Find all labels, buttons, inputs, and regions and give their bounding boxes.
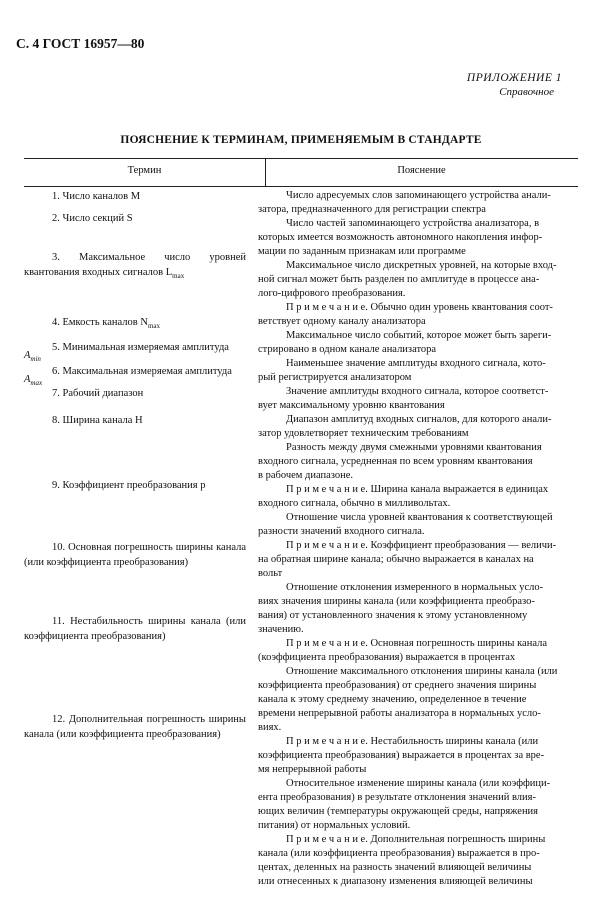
explanation-line: виях значения ширины канала (или коэффициента преобразо- (258, 596, 535, 607)
term-12 (24, 712, 246, 742)
explanation-line: вольт (258, 568, 283, 579)
explanation-line: Значение амплитуды входного сигнала, которое соответст- (286, 386, 549, 397)
term-4-text: 4. Емкость каналов N (52, 317, 148, 328)
column-header-explanation: Пояснение (397, 165, 446, 176)
explanation-line: Число адресуемых слов запоминающего устройства анали- (286, 190, 551, 201)
explanation-line: затора, предназначенного для регистрации спектра (258, 204, 486, 215)
explanation-line: П р и м е ч а н и е. Обычно один уровень квантования соот- (286, 302, 553, 313)
explanation-line: или отнесенных к диапазону изменения влияющей величины (258, 876, 533, 887)
explanation-line: питания) от нормальных условий. (258, 820, 411, 831)
explanation-line: которых имеется возможность автономного накопления инфор- (258, 232, 543, 243)
term-11 (24, 614, 246, 644)
explanation-line: Отношение максимального отклонения ширины канала (или (286, 666, 558, 677)
explanation-line: П р и м е ч а н и е. Дополнительная погрешность ширины (286, 834, 546, 845)
term-2-text: 2. Число секций S (52, 213, 133, 224)
appendix-subtitle: Справочное (499, 86, 554, 98)
explanation-line: входного сигнала, обычно в милливольтах. (258, 498, 451, 509)
term-3-subscript: max (172, 272, 185, 281)
term-1 (52, 189, 252, 204)
term-5-symbol: $A_{min}$ (24, 350, 41, 364)
term-5 (52, 340, 246, 355)
term-4 (52, 315, 252, 334)
explanation-line: П р и м е ч а н и е. Ширина канала выражается в единицах (286, 484, 549, 495)
explanation-line: Относительное изменение ширины канала (или коэффици- (286, 778, 551, 789)
term-7 (52, 386, 252, 401)
explanation-line: Максимальное число дискретных уровней, на которые вход- (286, 260, 557, 271)
explanation-line: коэффициента преобразования) от среднего значения ширины (258, 680, 537, 691)
term-6-symbol: $A_{max}$ (24, 374, 43, 388)
term-6 (52, 364, 246, 379)
explanation-line: мации по заданным признакам или программе (258, 246, 466, 257)
explanation-line: ента преобразования) в результате отклонения значений влия- (258, 792, 536, 803)
term-9-text: 9. Коэффициент преобразования p (52, 480, 206, 491)
explanation-line: Диапазон амплитуд входных сигналов, для которого анали- (286, 414, 552, 425)
term-4-subscript: max (147, 322, 160, 331)
explanation-line: входного сигнала, усредненная по всем уровням квантования (258, 456, 533, 467)
term-10-text: 10. Основная погрешность ширины канала (или коэффициента преобразования) (24, 542, 246, 568)
explanation-line: Наименьшее значение амплитуды входного сигнала, кото- (286, 358, 546, 369)
term-8-text: 8. Ширина канала H (52, 415, 143, 426)
term-11-text: 11. Нестабильность ширины канала (или коэффициента преобразования) (24, 616, 246, 642)
explanation-line: стрировано в одном канале анализатора (258, 344, 437, 355)
explanation-line: коэффициента преобразования) выражается в процентах за вре- (258, 750, 545, 761)
table-top-rule (24, 158, 578, 159)
explanation-line: рый регистрируется анализатором (258, 372, 412, 383)
explanation-line: ветствует одному каналу анализатора (258, 316, 426, 327)
explanation-column (258, 189, 565, 889)
explanation-line: в рабочем диапазоне. (258, 470, 354, 481)
column-header-term: Термин (127, 165, 162, 176)
term-1-text: 1. Число каналов M (52, 191, 141, 202)
explanation-line: канала к этому среднему значению, определенное в течение (258, 694, 527, 705)
table-header-rule (24, 186, 578, 187)
explanation-line: П р и м е ч а н и е. Коэффициент преобразования — величи- (286, 540, 557, 551)
explanation-line: значению. (258, 624, 304, 635)
explanation-line: ной сигнал может быть разделен по амплитуде в процессе ана- (258, 274, 540, 285)
term-8 (52, 413, 252, 428)
explanation-line: на обратная ширине канала; обычно выражается в каналах на (258, 554, 534, 565)
explanation-line: ющих величин (температуры окружающей среды, напряжения (258, 806, 539, 817)
page-header: С. 4 ГОСТ 16957—80 (16, 36, 145, 51)
explanation-line: центах, деленных на разность значений влияющей величины (258, 862, 532, 873)
explanation-line: Число частей запоминающего устройства анализатора, в (286, 218, 540, 229)
explanation-line: затор удовлетворяет техническим требованиям (258, 428, 469, 439)
term-5-text: 5. Минимальная измеряемая амплитуда (52, 342, 229, 353)
explanation-line: лого-цифрового преобразования. (258, 288, 406, 299)
explanation-line: Разность между двумя смежными уровнями квантования (286, 442, 542, 453)
explanation-line: вания) от установленного значения к этому установленному (258, 610, 528, 621)
document-title: ПОЯСНЕНИЕ К ТЕРМИНАМ, ПРИМЕНЯЕМЫМ В СТАНДАРТЕ (120, 134, 482, 146)
explanation-line: времени непрерывной работы анализатора в нормальных усло- (258, 708, 541, 719)
explanation-line: вует максимальному уровню квантования (258, 400, 445, 411)
term-12-text: 12. Дополнительная погрешность ширины канала (или коэффициента преобразования) (24, 714, 246, 740)
explanation-line: П р и м е ч а н и е. Основная погрешность ширины канала (286, 638, 547, 649)
explanation-line: Отношение отклонения измеренного в нормальных усло- (286, 582, 544, 593)
term-2 (52, 211, 252, 226)
explanation-line: (коэффициента преобразования) выражается в процентах (258, 652, 516, 663)
explanation-line: виях. (258, 722, 282, 733)
explanation-line: Отношение числа уровней квантования к соответствующей (286, 512, 553, 523)
term-6-text: 6. Максимальная измеряемая амплитуда (52, 366, 232, 377)
term-7-text: 7. Рабочий диапазон (52, 388, 144, 399)
explanation-line: Максимальное число событий, которое может быть зареги- (286, 330, 552, 341)
term-10 (24, 540, 246, 570)
explanation-line: канала (или коэффициента преобразования) выражается в про- (258, 848, 540, 859)
explanation-line: разности значений входного сигнала. (258, 526, 425, 537)
term-3 (24, 250, 246, 284)
appendix-title: ПРИЛОЖЕНИЕ 1 (466, 72, 562, 84)
term-3-text: 3. Максимальное число уровней квантования входных сигналов L (24, 252, 246, 278)
explanation-line: П р и м е ч а н и е. Нестабильность ширины канала (или (286, 736, 539, 747)
term-9 (52, 478, 252, 493)
explanation-line: мя непрерывной работы (258, 764, 367, 775)
